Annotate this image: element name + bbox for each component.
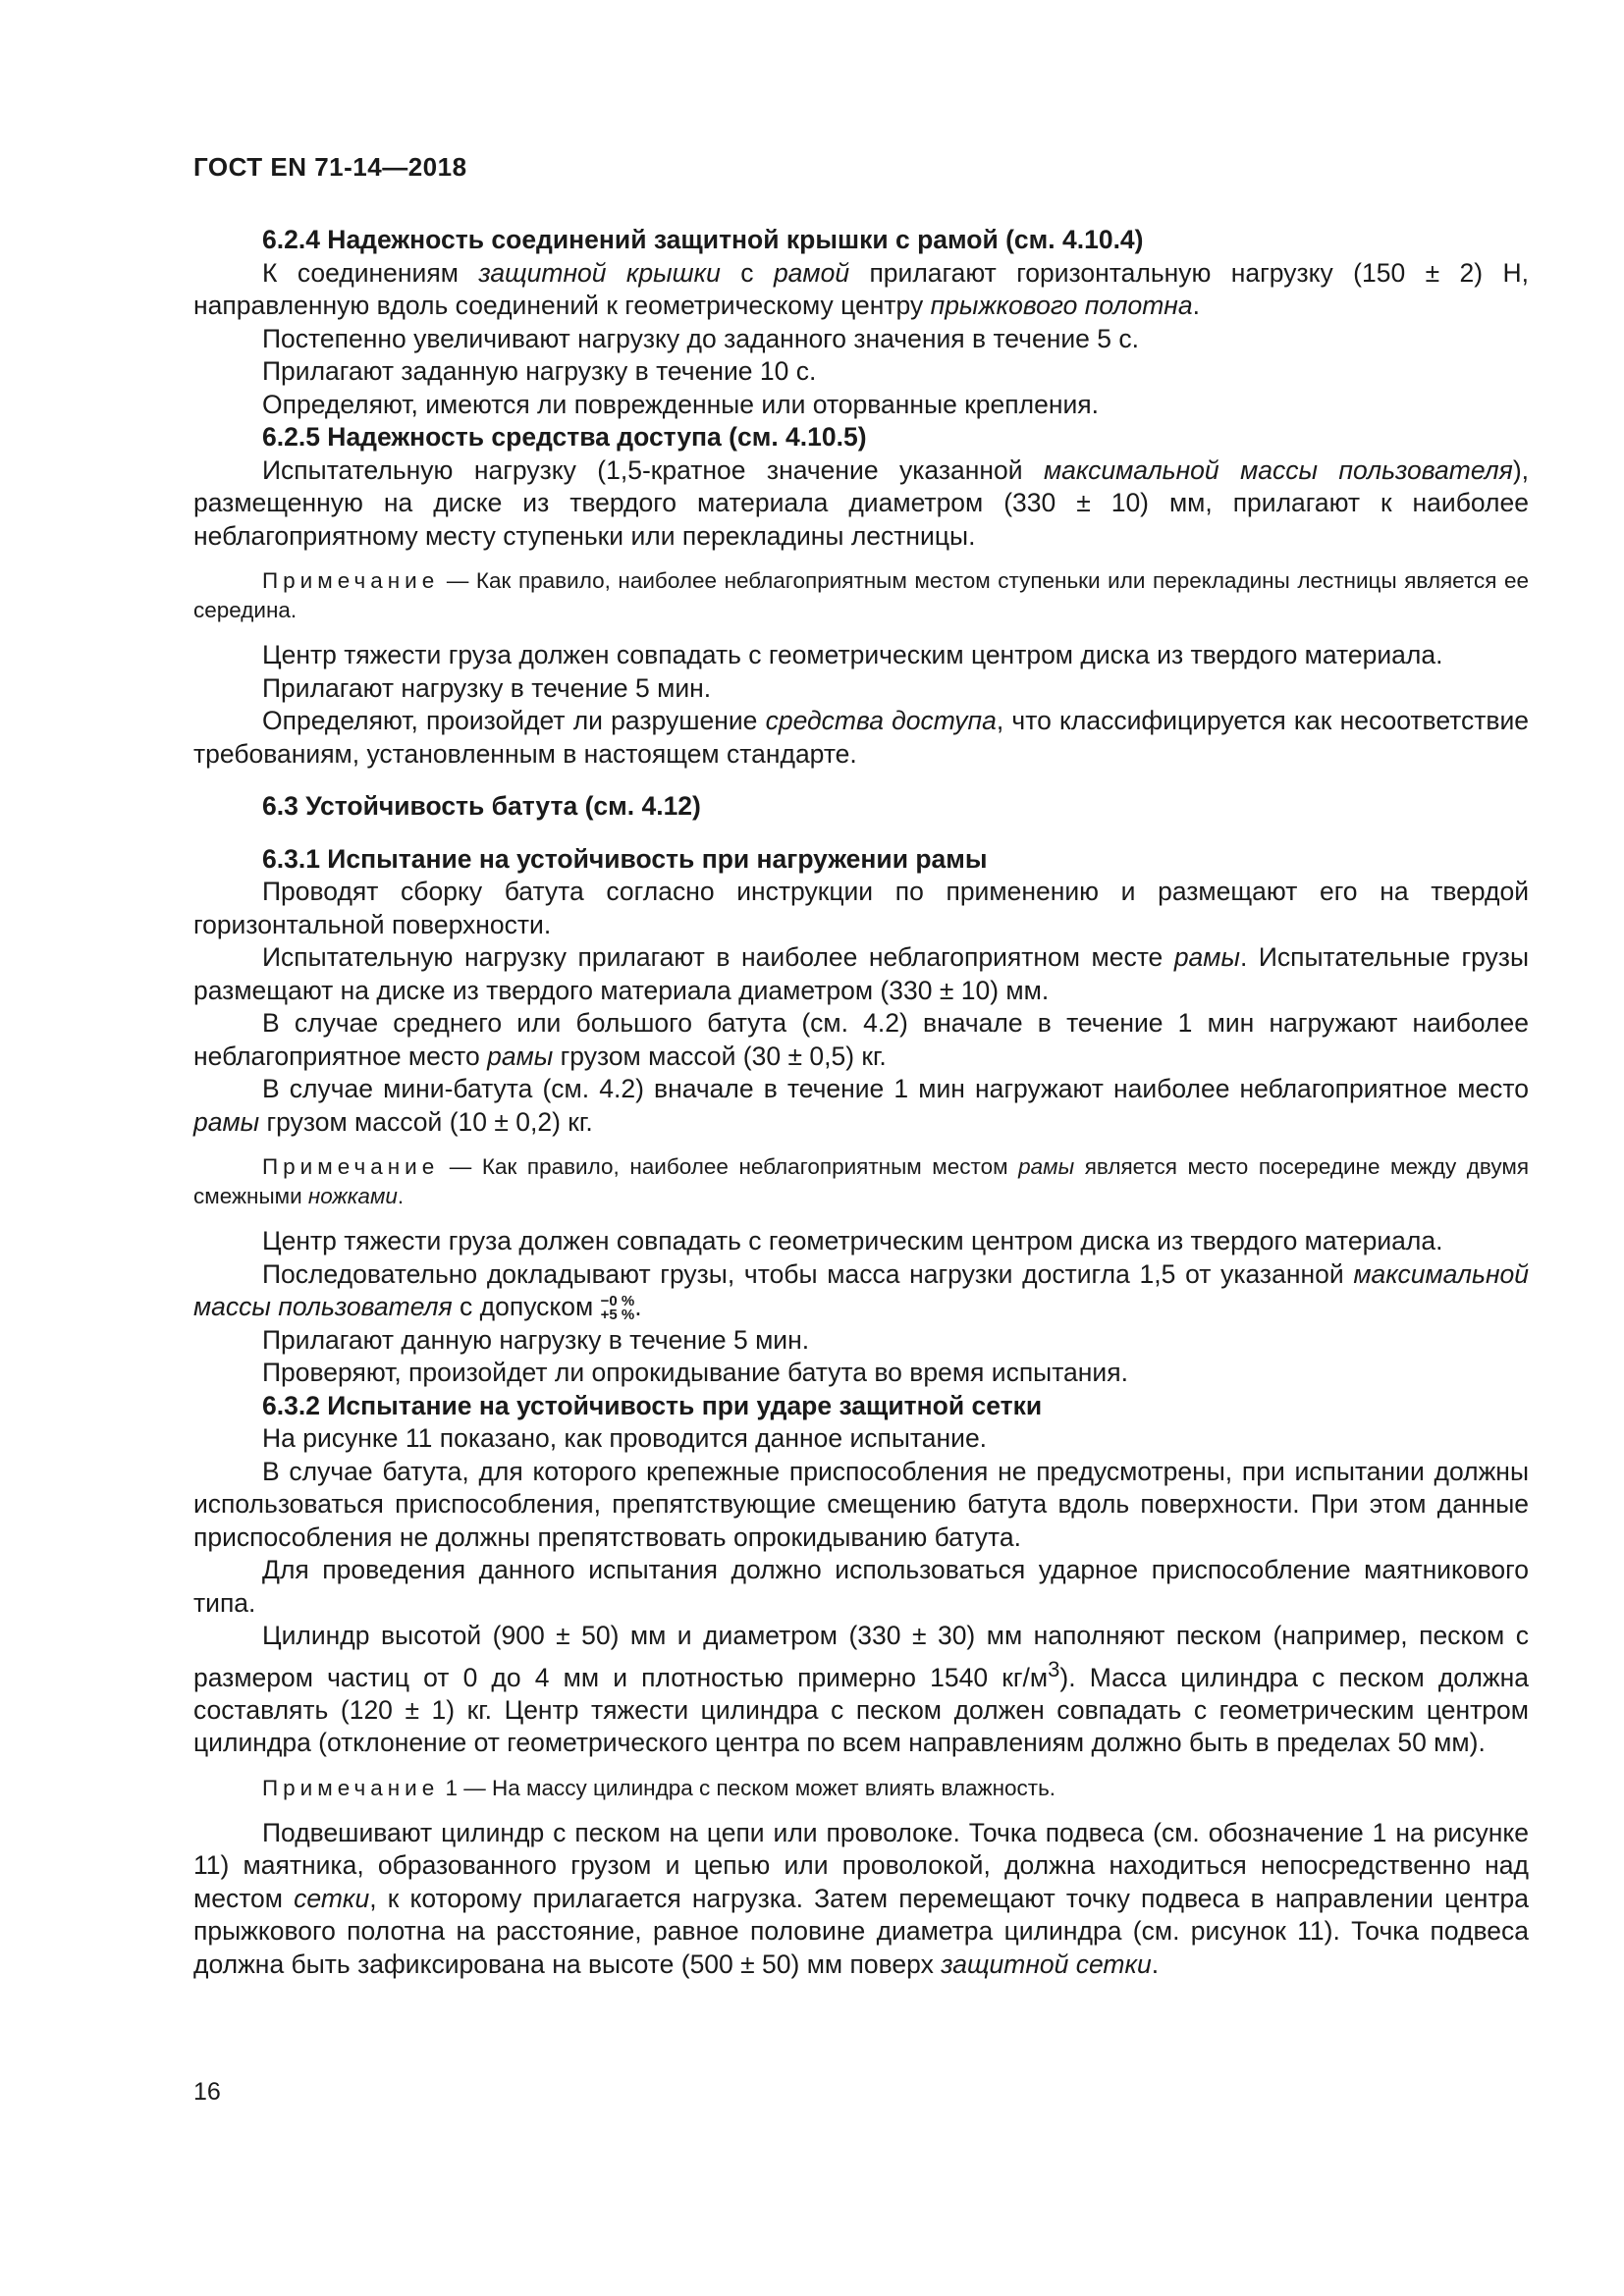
paragraph: Последовательно докладывают грузы, чтобы масса нагрузки достигла 1,5 от указанной максимальной массы пользователя с допуском −0 % +5 % .: [193, 1258, 1529, 1323]
paragraph: Испытательную нагрузку прилагают в наиболее неблагоприятном месте рамы. Испытательные грузы размещают на диске из твердого материала диаметром (330 ± 10) мм.: [193, 942, 1530, 1005]
section-heading-6-3-2: 6.3.2 Испытание на устойчивость при ударе защитной сетки: [262, 1390, 1043, 1420]
paragraph: На рисунке 11 показано, как проводится данное испытание.: [262, 1423, 988, 1453]
tolerance-lower: +5 %: [600, 1307, 635, 1323]
section-heading-6-3: 6.3 Устойчивость батута (см. 4.12): [262, 791, 701, 821]
document-body: [193, 224, 1529, 1981]
paragraph: В случае батута, для которого крепежные приспособления не предусмотрены, при испытании должны использоваться приспособления, препятствующие смещению батута вдоль поверхности. При этом данные приспособления не должны препятствовать опрокидыванию батута.: [193, 1456, 1529, 1552]
paragraph: В случае среднего или большого батута (см. 4.2) вначале в течение 1 мин нагружают наиболее неблагоприятное место рамы грузом массой (30 ± 0,5) кг.: [193, 1008, 1529, 1071]
note: Примечание — Как правило, наиболее неблагоприятным местом ступеньки или перекладины лестницы является ее середина.: [193, 568, 1529, 622]
paragraph: Проверяют, произойдет ли опрокидывание батута во время испытания.: [262, 1358, 1128, 1387]
tolerance-upper: −0 %: [600, 1293, 635, 1309]
paragraph: Испытательную нагрузку (1,5-кратное значение указанной максимальной массы пользователя), размещенную на диске из твердого материала диаметром (330 ± 10) мм, прилагают к наиболее неблагоприятному месту ступеньки или перекладины лестницы.: [193, 454, 1529, 551]
paragraph: Для проведения данного испытания должно использоваться ударное приспособление маятникового типа.: [193, 1555, 1529, 1618]
paragraph: Центр тяжести груза должен совпадать с геометрическим центром диска из твердого материала.: [262, 640, 1443, 669]
paragraph: Проводят сборку батута согласно инструкции по применению и размещают его на твердой горизонтальной поверхности.: [193, 877, 1529, 939]
note: Примечание 1 — На массу цилиндра с песком может влиять влажность.: [262, 1775, 1056, 1800]
tolerance-fraction: [601, 1295, 635, 1322]
section-heading-6-2-5: 6.2.5 Надежность средства доступа (см. 4.10.5): [262, 422, 867, 452]
note-label: Примечание: [262, 1775, 440, 1800]
paragraph: Подвешивают цилиндр с песком на цепи или проволоке. Точка подвеса (см. обозначение 1 на рисунке 11) маятника, образованного грузом и цепью или проволокой, должна находиться непосредственно над местом сетки, к которому прилагается нагрузка. Затем перемещают точку подвеса в направлении центра прыжкового полотна на расстояние, равное половине диаметра цилиндра (см. рисунок 11). Точка подвеса должна быть зафиксирована на высоте (500 ± 50) мм поверх защитной сетки.: [193, 1817, 1529, 1979]
section-heading-6-3-1: 6.3.1 Испытание на устойчивость при нагружении рамы: [262, 843, 988, 874]
section-heading-6-2-4: 6.2.4 Надежность соединений защитной крышки с рамой (см. 4.10.4): [262, 225, 1144, 254]
paragraph: К соединениям защитной крышки с рамой прилагают горизонтальную нагрузку (150 ± 2) Н, направленную вдоль соединений к геометрическому центру прыжкового полотна.: [193, 257, 1530, 320]
note-label: Примечание: [262, 1154, 440, 1179]
paragraph: Прилагают нагрузку в течение 5 мин.: [262, 672, 712, 703]
paragraph: Прилагают заданную нагрузку в течение 10 с.: [262, 356, 817, 386]
note-label: Примечание: [262, 568, 440, 593]
paragraph: Прилагают данную нагрузку в течение 5 мин.: [262, 1324, 810, 1355]
page-number: 16: [193, 2078, 221, 2106]
paragraph: Определяют, произойдет ли разрушение средства доступа, что классифицируется как несоответствие требованиям, установленным в настоящем стандарте.: [193, 706, 1530, 769]
paragraph: Центр тяжести груза должен совпадать с геометрическим центром диска из твердого материала.: [262, 1226, 1443, 1255]
note: Примечание — Как правило, наиболее неблагоприятным местом рамы является место посередине между двумя смежными ножками.: [193, 1154, 1529, 1208]
paragraph: Постепенно увеличивают нагрузку до заданного значения в течение 5 с.: [262, 323, 1139, 353]
paragraph: Определяют, имеются ли поврежденные или оторванные крепления.: [262, 389, 1099, 419]
document-header: ГОСТ EN 71-14—2018: [193, 152, 467, 182]
paragraph: В случае мини-батута (см. 4.2) вначале в течение 1 мин нагружают наиболее неблагоприятное место рамы грузом массой (10 ± 0,2) кг.: [193, 1074, 1529, 1137]
paragraph: Цилиндр высотой (900 ± 50) мм и диаметром (330 ± 30) мм наполняют песком (например, песком с размером частиц от 0 до 4 мм и плотностью примерно 1540 $кг/м^3$). Масса цилиндра с песком должна составлять (120 ± 1) кг. Центр тяжести цилиндра с песком должен совпадать с геометрическим центром цилиндра (отклонение от геометрического центра по всем направлениям должно быть в пределах 50 мм).: [193, 1621, 1529, 1758]
